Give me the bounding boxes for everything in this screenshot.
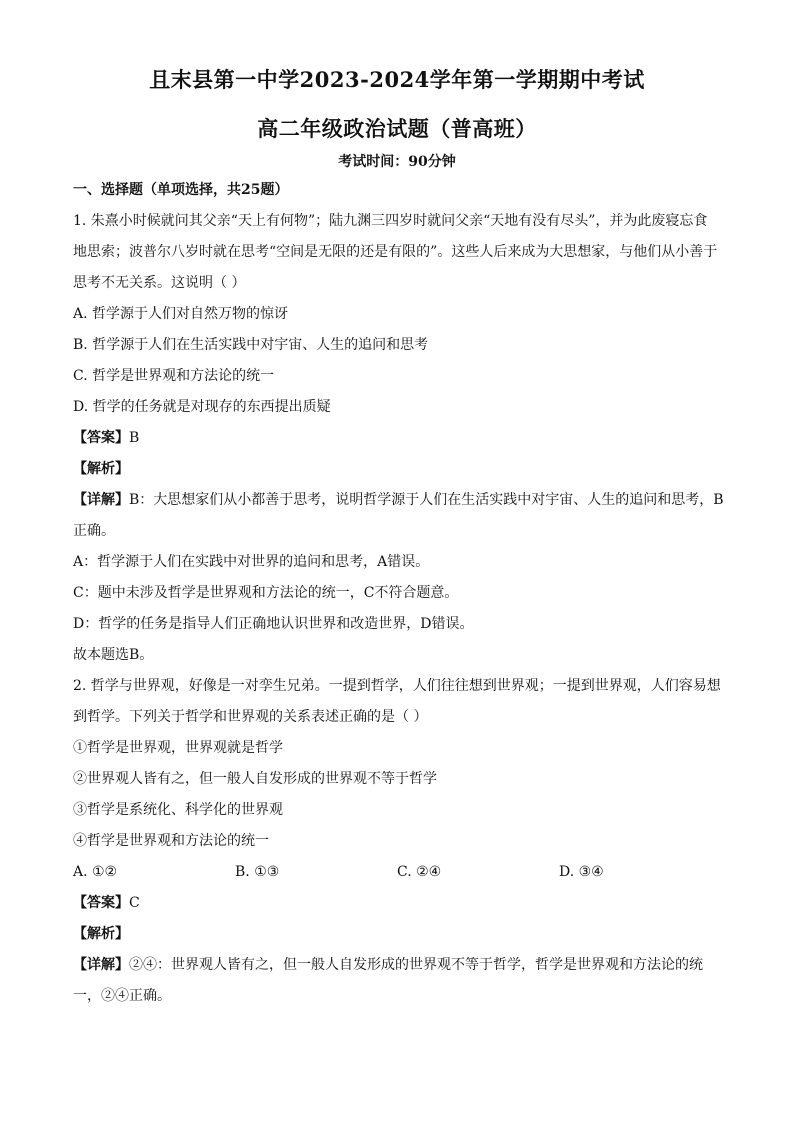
explain-line: C：题中未涉及哲学是世界观和方法论的统一，C不符合题意。: [73, 585, 459, 601]
option-a: A. 哲学源于人们对自然万物的惊讶: [73, 306, 289, 322]
conclusion-line: 故本题选B。: [73, 647, 154, 663]
answer-line: [73, 423, 733, 454]
option-c: C. ②④: [397, 864, 442, 880]
answer-label: 【答案】: [73, 430, 129, 446]
question-stem-line: 地思索；波普尔八岁时就在思考“空间是无限的还是有限的”。这些人后来成为大思想家，与他们从小善于: [73, 244, 718, 260]
question-stem-line: 1. 朱熹小时候就问其父亲“天上有何物”；陆九渊三四岁时就问父亲“天地有没有尽头”，并为此废寝忘食: [73, 213, 708, 229]
option-b: B. ①③: [235, 864, 280, 880]
analysis-label: 【解析】: [73, 461, 129, 477]
statement-1: ①哲学是世界观，世界观就是哲学: [73, 740, 283, 756]
question-1: [73, 206, 733, 671]
exam-subtitle: 高二年级政治试题（普高班）: [257, 116, 537, 141]
option-b: B. 哲学源于人们在生活实践中对宇宙、人生的追问和思考: [73, 337, 429, 353]
explain-line: A：哲学源于人们在实践中对世界的追问和思考，A错误。: [73, 554, 430, 570]
statement-4: ④哲学是世界观和方法论的统一: [73, 833, 269, 849]
option-d: D. 哲学的任务就是对现存的东西提出质疑: [73, 399, 331, 415]
detail-label: 【详解】: [73, 492, 129, 508]
answer-line: [73, 888, 733, 919]
exam-time: 考试时间：90分钟: [338, 154, 456, 170]
detail-text: ②④：世界观人皆有之，但一般人自发形成的世界观不等于哲学，哲学是世界观和方法论的统: [129, 957, 703, 973]
question-2: [73, 671, 733, 1012]
options-row: [73, 857, 733, 888]
detail-text: 一，②④正确。: [73, 988, 171, 1004]
option-a: A. ①②: [73, 864, 118, 880]
answer-value: B: [129, 430, 140, 446]
question-stem-line: 2. 哲学与世界观，好像是一对孪生兄弟。一提到哲学，人们往往想到世界观；一提到世界观，人们容易想: [73, 678, 721, 694]
question-stem-line: 思考不无关系。这说明（ ）: [73, 275, 246, 291]
statement-2: ②世界观人皆有之，但一般人自发形成的世界观不等于哲学: [73, 771, 437, 787]
detail-text: B：大思想家们从小都善于思考，说明哲学源于人们在生活实践中对宇宙、人生的追问和思考，B: [129, 492, 724, 508]
explain-line: D：哲学的任务是指导人们正确地认识世界和改造世界，D错误。: [73, 616, 474, 632]
detail-line: [73, 485, 733, 516]
analysis-label: 【解析】: [73, 926, 129, 942]
detail-text: 正确。: [73, 523, 115, 539]
detail-line: [73, 950, 733, 981]
option-d: D. ③④: [559, 864, 604, 880]
option-c: C. 哲学是世界观和方法论的统一: [73, 368, 275, 384]
section-heading: 一、选择题（单项选择，共25题）: [73, 182, 289, 198]
answer-label: 【答案】: [73, 895, 129, 911]
detail-label: 【详解】: [73, 957, 129, 973]
exam-body: [73, 175, 733, 1012]
answer-value: C: [129, 895, 140, 911]
question-stem-line: 到哲学。下列关于哲学和世界观的关系表述正确的是（ ）: [73, 709, 428, 725]
statement-3: ③哲学是系统化、科学化的世界观: [73, 802, 283, 818]
exam-title: 且末县第一中学2023-2024学年第一学期期中考试: [149, 67, 645, 92]
